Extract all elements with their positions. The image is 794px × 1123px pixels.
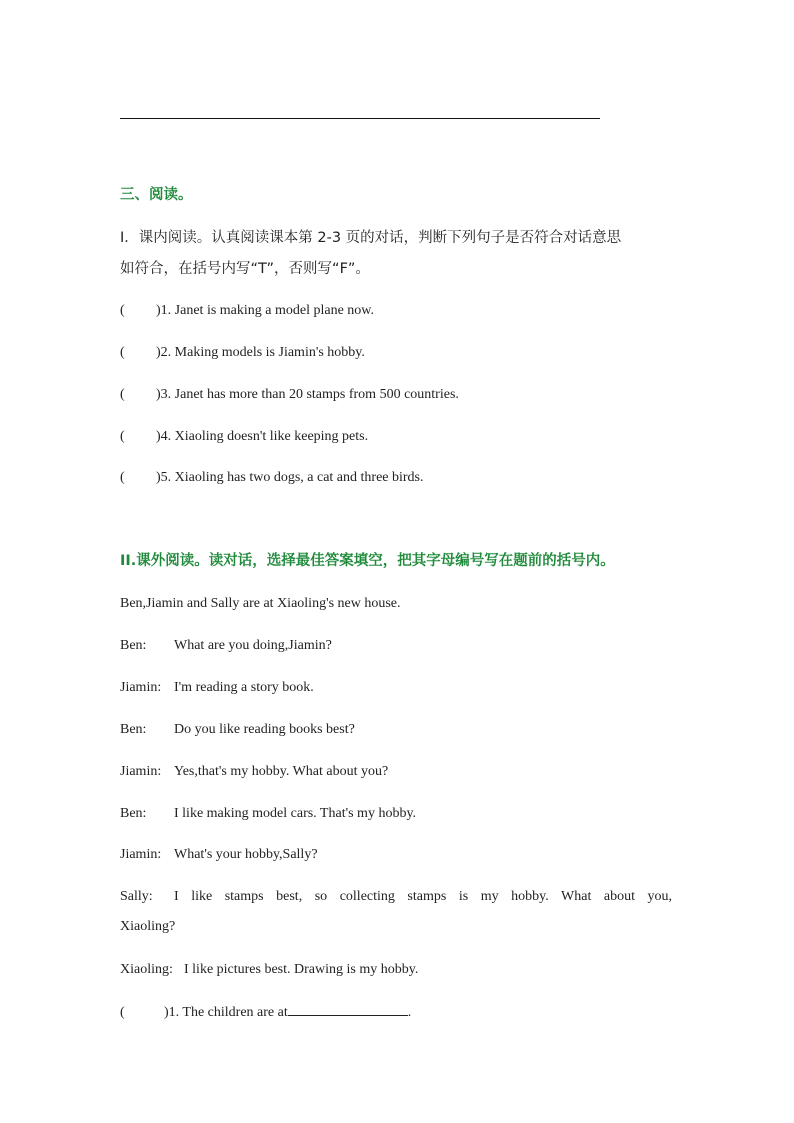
utterance: I'm reading a story book. bbox=[174, 680, 314, 695]
dialogue-intro: Ben,Jiamin and Sally are at Xiaoling's new house. bbox=[120, 596, 401, 611]
answer-paren[interactable]: ( bbox=[120, 1005, 125, 1020]
utterance: What are you doing,Jiamin? bbox=[174, 638, 332, 653]
speaker: Ben: bbox=[120, 638, 147, 653]
answer-paren[interactable]: ( bbox=[120, 303, 125, 318]
tf-item: ( )2. Making models is Jiamin's hobby. bbox=[120, 345, 365, 360]
speaker: Sally: bbox=[120, 889, 153, 904]
utterance: I like pictures best. Drawing is my hobby. bbox=[184, 962, 419, 977]
dialogue-line bbox=[120, 763, 388, 781]
speaker: Jiamin: bbox=[120, 847, 162, 862]
tf-item: ( )1. Janet is making a model plane now. bbox=[120, 303, 374, 318]
tf-item: ( )3. Janet has more than 20 stamps from 500 countries. bbox=[120, 387, 459, 402]
speaker: Ben: bbox=[120, 722, 147, 737]
utterance: I like making model cars. That's my hobby. bbox=[174, 806, 417, 821]
dialogue-line bbox=[120, 679, 314, 697]
utterance: I like stamps best, so collecting stamps is my hobby. What about you, bbox=[174, 889, 672, 904]
dialogue-line-sally-cont: Xiaoling? bbox=[120, 919, 176, 934]
answer-paren[interactable]: ( bbox=[120, 470, 125, 485]
answer-paren[interactable]: ( bbox=[120, 387, 125, 402]
speaker: Jiamin: bbox=[120, 764, 162, 779]
dialogue-line bbox=[120, 846, 318, 864]
tf-item: ( )4. Xiaoling doesn't like keeping pets. bbox=[120, 429, 369, 444]
item-text: 3. Janet has more than 20 stamps from 500 countries. bbox=[160, 387, 459, 402]
dialogue-line-sally bbox=[120, 888, 672, 906]
part1-instruction-line2: 如符合，在括号内写“T”，否则写“F”。 bbox=[120, 261, 370, 277]
part1-instruction-line1: I．课内阅读。认真阅读课本第 2-3 页的对话，判断下列句子是否符合对话意思 bbox=[120, 230, 622, 246]
answer-paren[interactable]: ( bbox=[120, 429, 125, 444]
section-heading: 三、阅读。 bbox=[120, 187, 193, 203]
item-text: 2. Making models is Jiamin's hobby. bbox=[160, 345, 365, 360]
utterance: What's your hobby,Sally? bbox=[174, 847, 318, 862]
speaker: Ben: bbox=[120, 806, 147, 821]
dialogue-line bbox=[120, 805, 416, 823]
utterance: Yes,that's my hobby. What about you? bbox=[174, 764, 389, 779]
dialogue-line bbox=[120, 637, 332, 655]
item-text: 1. Janet is making a model plane now. bbox=[160, 303, 374, 318]
top-rule bbox=[120, 118, 600, 119]
item-text: 4. Xiaoling doesn't like keeping pets. bbox=[160, 429, 369, 444]
tf-item: ( )5. Xiaoling has two dogs, a cat and three birds. bbox=[120, 470, 424, 485]
utterance: Do you like reading books best? bbox=[174, 722, 355, 737]
speaker: Xiaoling: bbox=[120, 962, 173, 977]
question-item: ( )1. The children are at . bbox=[120, 1005, 412, 1020]
answer-paren[interactable]: ( bbox=[120, 345, 125, 360]
speaker: Jiamin: bbox=[120, 680, 162, 695]
dialogue-line bbox=[120, 961, 418, 979]
answer-blank[interactable] bbox=[288, 1003, 408, 1016]
question-text: 1. The children are at bbox=[168, 1005, 288, 1020]
dialogue-line bbox=[120, 721, 355, 739]
part2-heading: II.课外阅读。读对话，选择最佳答案填空，把其字母编号写在题前的括号内。 bbox=[120, 553, 615, 569]
item-text: 5. Xiaoling has two dogs, a cat and three birds. bbox=[160, 470, 424, 485]
